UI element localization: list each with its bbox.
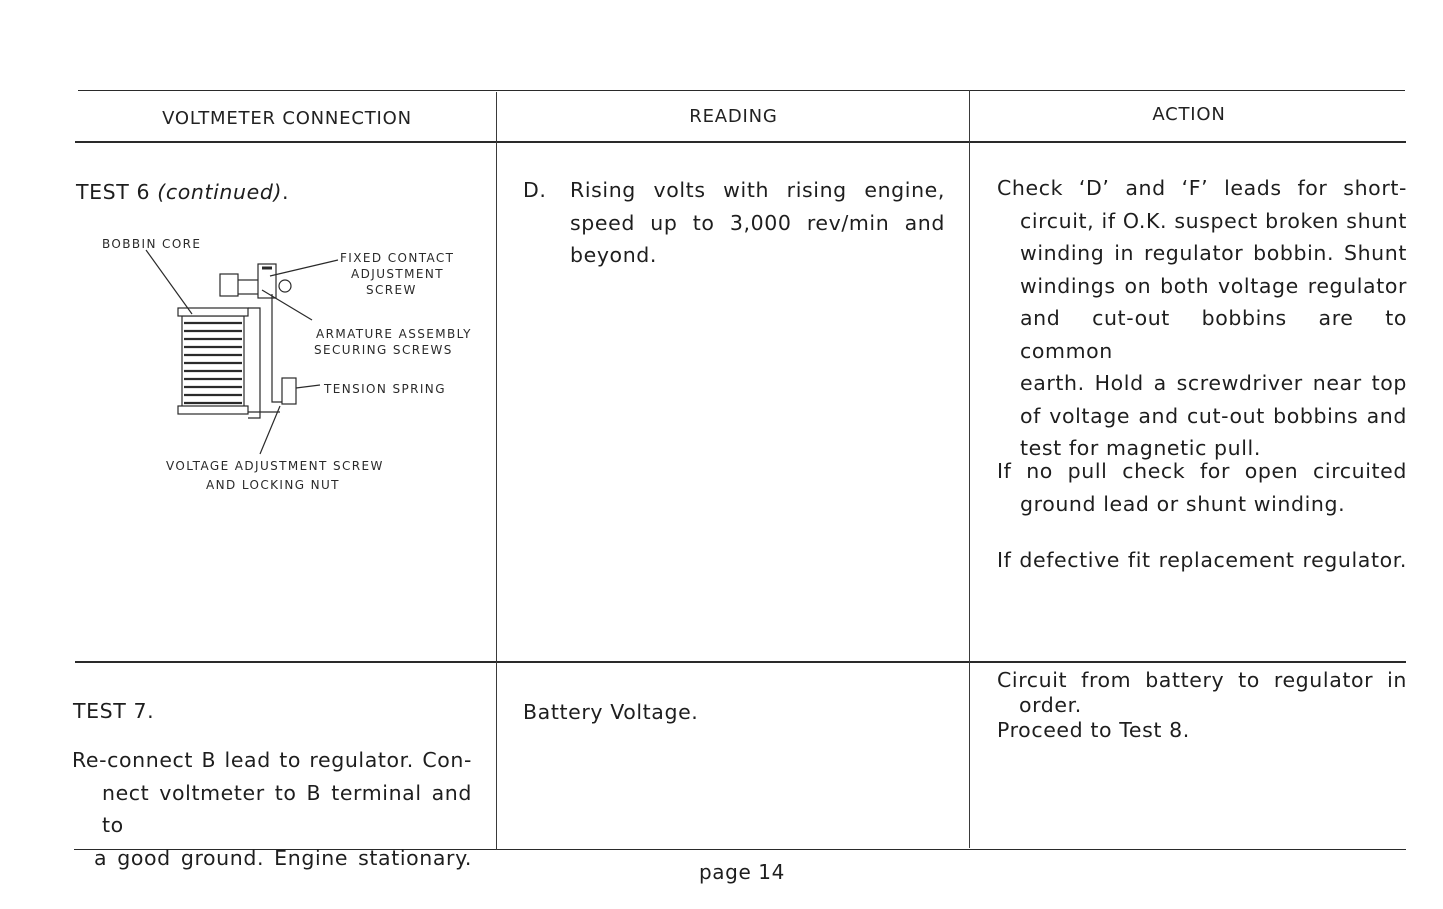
label-screw: SCREW — [366, 283, 417, 297]
test-6-continued: (continued) — [157, 180, 283, 204]
table-top-rule — [78, 90, 1405, 91]
reading-line: beyond. — [570, 243, 658, 267]
label-adjustment: ADJUSTMENT — [351, 267, 444, 281]
reading-line: speed up to 3,000 rev/min and — [570, 210, 945, 235]
header-voltmeter-connection: VOLTMETER CONNECTION — [162, 108, 412, 129]
test-6-title — [76, 176, 289, 209]
label-armature-assembly: ARMATURE ASSEMBLY — [316, 327, 472, 341]
action-line: earth. Hold a screwdriver near top — [1020, 371, 1407, 395]
test-7-reading: Battery Voltage. — [523, 700, 699, 724]
test-7-title: TEST 7. — [73, 699, 155, 723]
test-7-line: a good ground. Engine stationary. — [94, 845, 472, 870]
action-line: Check ‘D’ and ‘F’ leads for short- — [997, 176, 1407, 200]
action-line: circuit, if O.K. suspect broken shunt — [1020, 208, 1407, 233]
column-divider-2 — [969, 90, 970, 848]
test-7-action-line: Proceed to Test 8. — [997, 718, 1190, 742]
action-line: windings on both voltage regulator — [1020, 273, 1407, 298]
action-line: If no pull check for open circuited — [997, 459, 1407, 483]
bobbin-bottom-plate — [178, 406, 248, 414]
reading-d-text — [570, 174, 945, 272]
adjustment-screw-head — [279, 280, 291, 292]
armature-screw-block — [220, 274, 238, 296]
test-6-period: . — [282, 180, 290, 204]
label-locking-nut: AND LOCKING NUT — [206, 478, 340, 492]
test-7-line: Re-connect B lead to regulator. Con- — [72, 748, 472, 772]
action-line: ground lead or shunt winding. — [1020, 491, 1346, 516]
test-7-line: nect voltmeter to B terminal and to — [102, 780, 472, 837]
label-voltage-adjustment-screw: VOLTAGE ADJUSTMENT SCREW — [166, 459, 384, 473]
label-securing-screws: SECURING SCREWS — [314, 343, 453, 357]
test-7-action — [997, 668, 1407, 743]
label-bobbin-core: BOBBIN CORE — [102, 237, 202, 251]
test-7-action-line: order. — [1019, 693, 1082, 717]
row-divider-rule — [75, 661, 1406, 663]
reading-line: Rising volts with rising engine, — [570, 178, 945, 202]
action-paragraph-1 — [997, 172, 1407, 465]
spring-nut — [282, 378, 296, 404]
test-6-label: TEST 6 — [76, 180, 158, 204]
action-line: and cut-out bobbins are to common — [1020, 306, 1407, 363]
reading-d-marker: D. — [523, 178, 547, 202]
label-fixed-contact: FIXED CONTACT — [340, 251, 455, 265]
test-7-action-line: Circuit from battery to regulator in — [997, 668, 1407, 692]
action-paragraph-3: If defective fit replacement regulator. — [997, 548, 1407, 572]
action-paragraph-2 — [997, 455, 1407, 520]
header-action: ACTION — [1152, 104, 1226, 125]
column-divider-1 — [496, 92, 497, 850]
label-tension-spring: TENSION SPRING — [324, 382, 446, 396]
action-line: test for magnetic pull. — [1020, 436, 1261, 460]
action-line: winding in regulator bobbin. Shunt — [1020, 241, 1407, 265]
page-number: page 14 — [699, 860, 785, 884]
test-7-instructions — [72, 744, 472, 874]
header-bottom-rule — [75, 141, 1406, 143]
header-reading: READING — [689, 106, 778, 127]
action-line: of voltage and cut-out bobbins and — [1020, 403, 1407, 428]
regulator-frame — [248, 308, 260, 418]
